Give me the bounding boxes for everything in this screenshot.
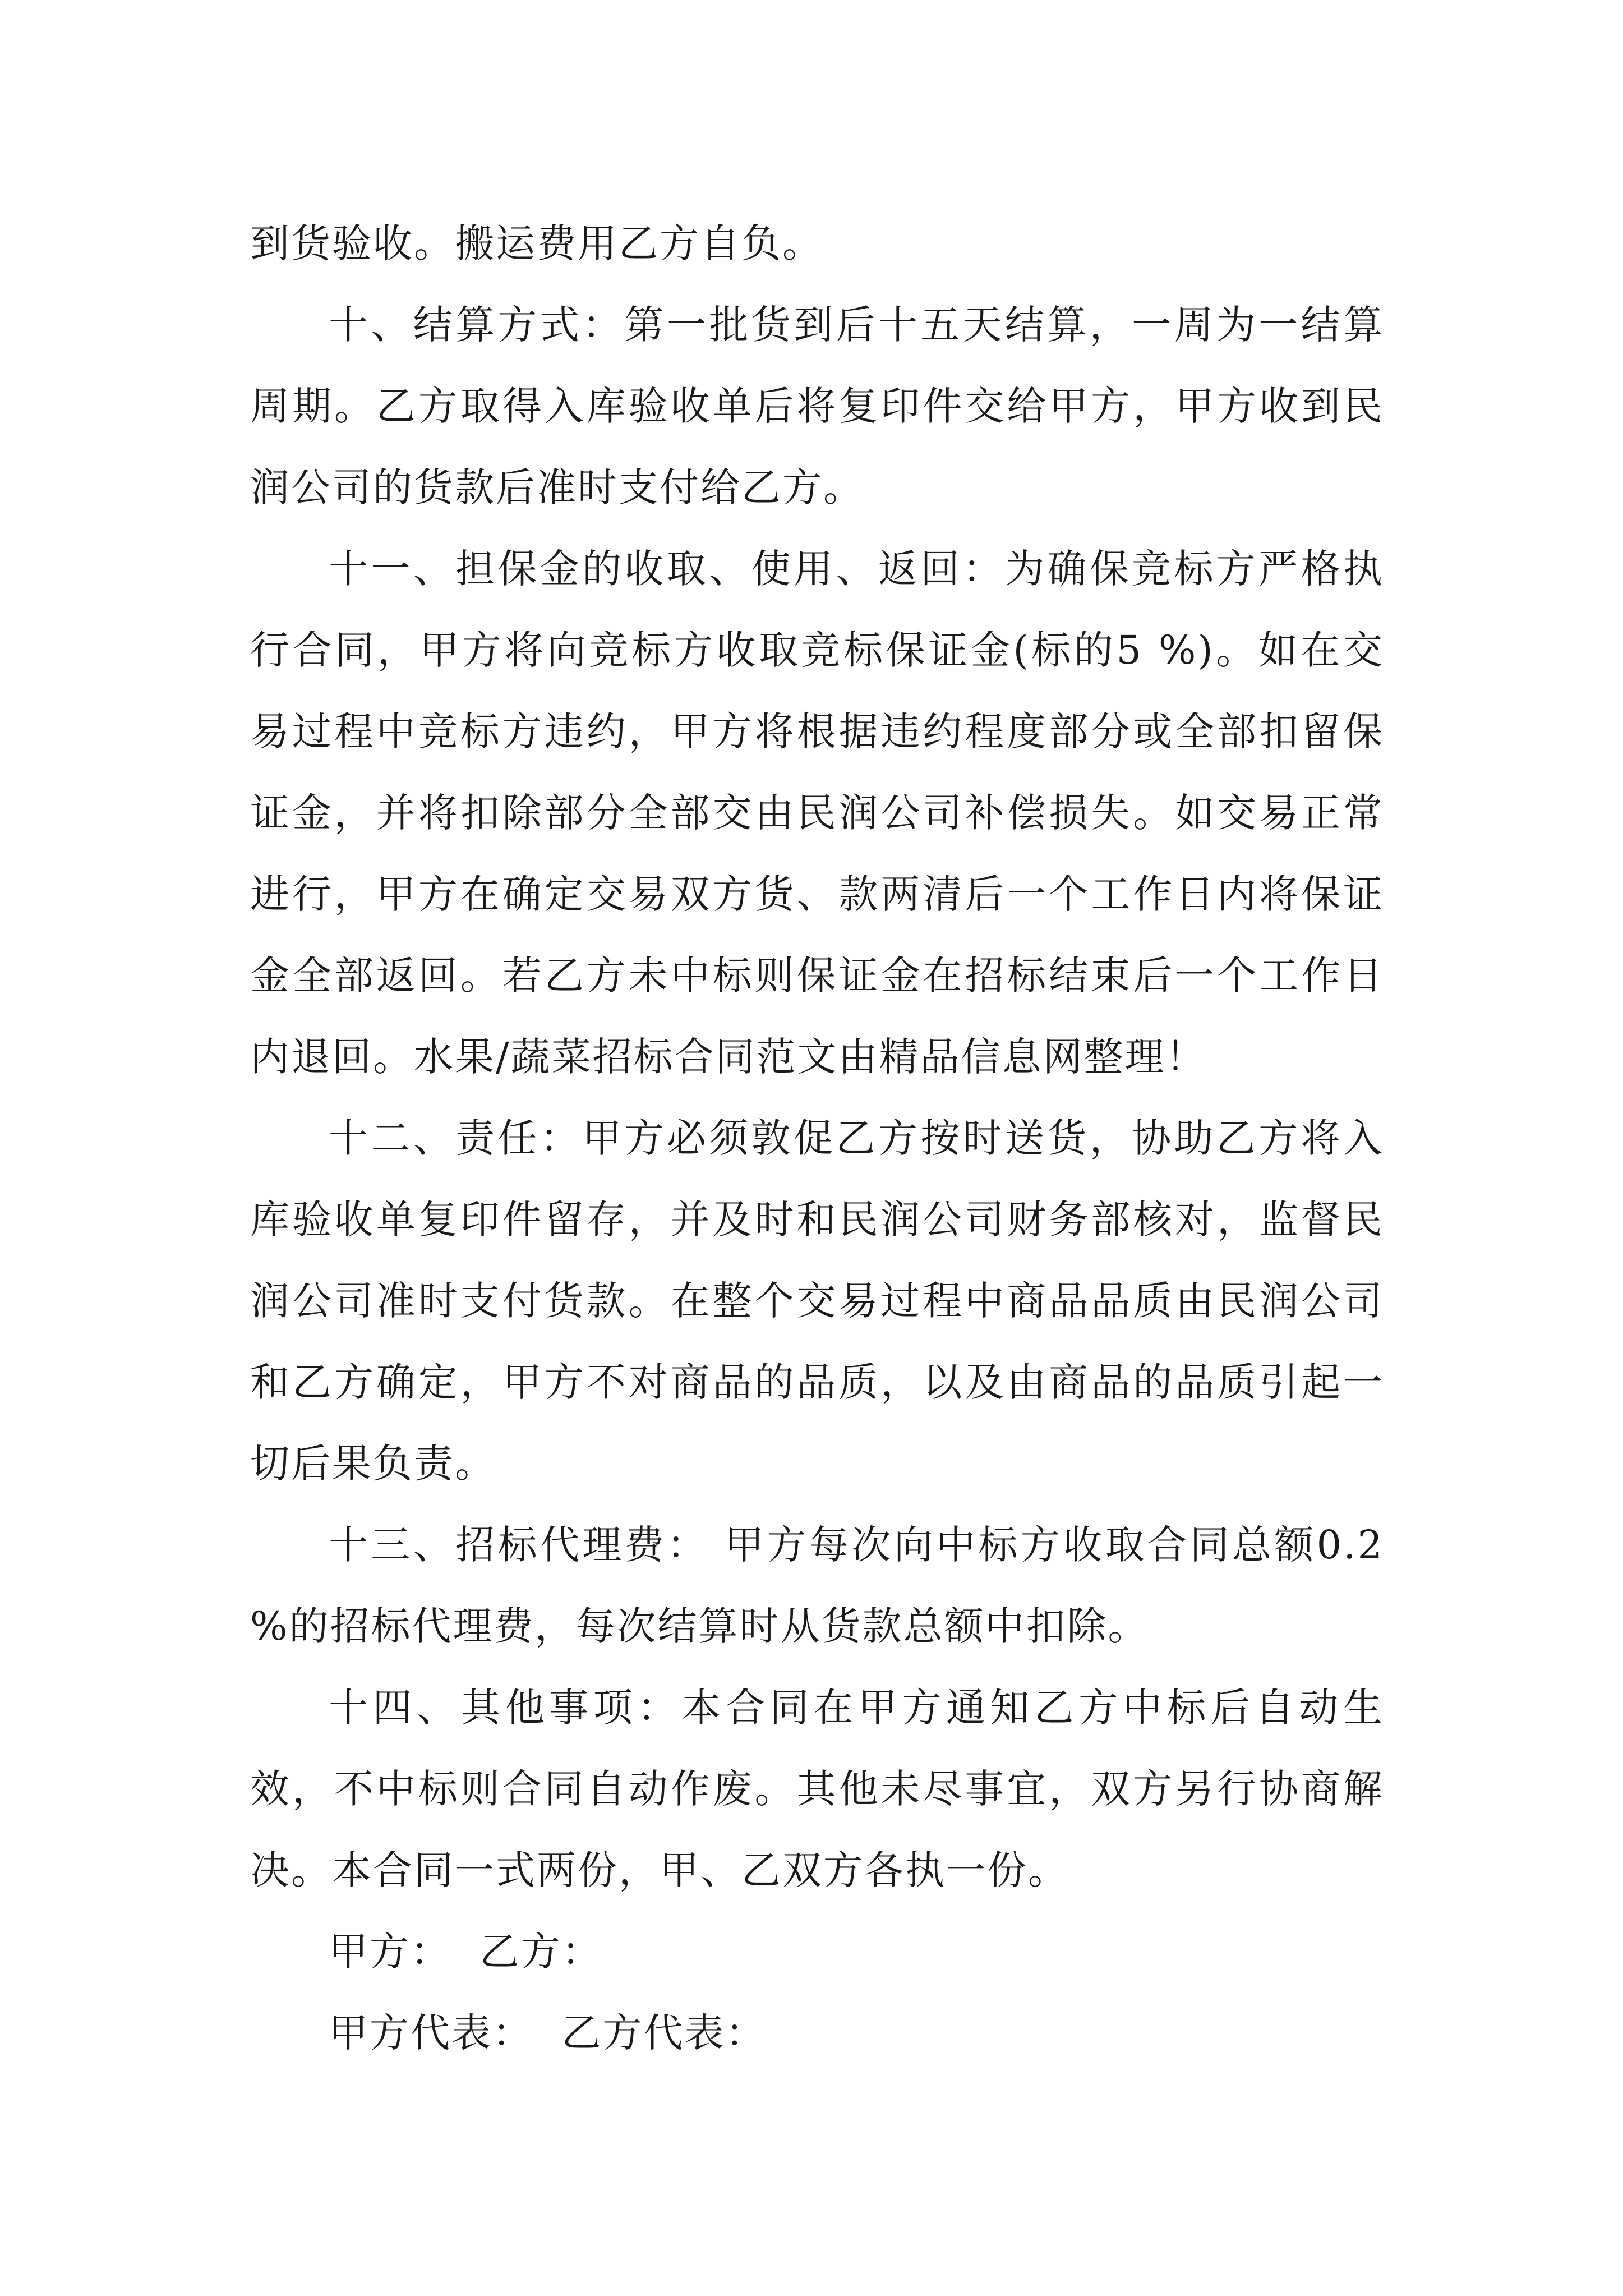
paragraph-settlement-method: 十、结算方式：第一批货到后十五天结算，一周为一结算周期。乙方取得入库验收单后将复印件交给甲方，甲方收到民润公司的货款后准时支付给乙方。	[250, 302, 1384, 510]
paragraph-deposit: 十一、担保金的收取、使用、返回：为确保竞标方严格执行合同，甲方将向竞标方收取竞标保证金(标的5 %)。如在交易过程中竞标方违约，甲方将根据违约程度部分或全部扣留保证金，并将扣除部分全部交由民润公司补偿损失。如交易正常进行，甲方在确定交易双方货、款两清后一个工作日内将保证金全部返回。若乙方未中标则保证金在招标结束后一个工作日内退回。水果/蔬菜招标合同范文由精品信息网整理！	[250, 546, 1384, 1080]
paragraph-continuation: 到货验收。搬运费用乙方自负。	[250, 220, 823, 266]
signature-representatives: 甲方代表： 乙方代表：	[329, 2010, 767, 2056]
signature-parties: 甲方： 乙方：	[329, 1929, 603, 1975]
paragraph-responsibility: 十二、责任：甲方必须敦促乙方按时送货，协助乙方将入库验收单复印件留存，并及时和民润公司财务部核对，监督民润公司准时支付货款。在整个交易过程中商品品质由民润公司和乙方确定，甲方不对商品的品质，以及由商品的品质引起一切后果负责。	[250, 1115, 1384, 1487]
paragraph-agency-fee: 十三、招标代理费： 甲方每次向中标方收取合同总额0.2 %的招标代理费，每次结算时从货款总额中扣除。	[250, 1522, 1384, 1649]
paragraph-other-matters: 十四、其他事项：本合同在甲方通知乙方中标后自动生效，不中标则合同自动作废。其他未尽事宜，双方另行协商解决。本合同一式两份，甲、乙双方各执一份。	[250, 1685, 1384, 1893]
document-body	[250, 203, 1384, 2074]
